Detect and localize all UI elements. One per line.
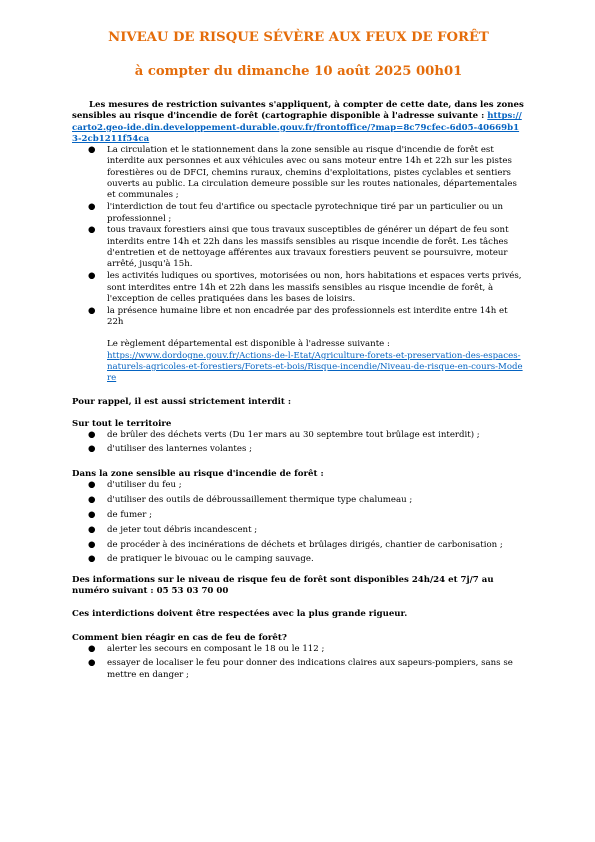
territory-heading: Sur tout le territoire bbox=[72, 418, 172, 429]
document-page bbox=[72, 30, 525, 684]
list-item: ● tous travaux forestiers ainsi que tous travaux susceptibles de générer un départ de feu sont interdits entre 14h et 22h dans les massifs sensibles au risque incendie de forêt. Les tâches d'entretien et de nettoyage afférentes aux travaux forestiers peuvent se poursuivre, moteur arrêté, jusqu'à 15h. bbox=[88, 225, 509, 270]
reminder-heading: Pour rappel, il est aussi strictement interdit : bbox=[72, 396, 292, 407]
regulation-paragraph bbox=[72, 339, 525, 384]
list-item: ● de brûler des déchets verts (Du 1er mars au 30 septembre tout brûlage est interdit) ; bbox=[88, 430, 480, 441]
territory-list bbox=[72, 430, 525, 456]
bullet-icon: ● bbox=[88, 444, 96, 455]
document-subtitle-date: à compter du dimanche 10 août 2025 00h01 bbox=[134, 64, 463, 79]
zone-heading: Dans la zone sensible au risque d'incendie de forêt : bbox=[72, 468, 324, 479]
cartography-link[interactable]: https://carto2.geo-ide.din.developpement-durable.gouv.fr/frontoffice/?map=8c79cfec-6d05-40669b13-2cb1211f54ca bbox=[72, 111, 522, 144]
list-item: ● les activités ludiques ou sportives, motorisées ou non, hors habitations et espaces verts privés, sont interdites entre 14h et 22h dans les massifs sensibles au risque incendie de forêt, à l'exception de celles pratiquées dans les bases de loisirs. bbox=[88, 271, 522, 304]
howto-heading: Comment bien réagir en cas de feu de forêt? bbox=[72, 632, 287, 643]
howto-list bbox=[72, 644, 525, 681]
measures-list bbox=[72, 145, 525, 328]
document-title: NIVEAU DE RISQUE SÉVÈRE AUX FEUX DE FORÊT bbox=[108, 30, 489, 45]
list-item: ● la présence humaine libre et non encadrée par des professionnels est interdite entre 14h et 22h bbox=[88, 305, 508, 328]
bullet-icon: ● bbox=[88, 658, 96, 669]
list-item: ● de fumer ; bbox=[88, 509, 153, 520]
bullet-icon: ● bbox=[88, 479, 96, 490]
bullet-icon: ● bbox=[88, 271, 96, 282]
regulation-text: Le règlement départemental est disponible à l'adresse suivante : bbox=[107, 339, 390, 350]
list-item: ● alerter les secours en composant le 18 ou le 112 ; bbox=[88, 643, 325, 654]
regulation-link[interactable]: https://www.dordogne.gouv.fr/Actions-de-l-Etat/Agriculture-forets-et-preservation-des-espaces-naturels-agricoles-et-forestiers/Forets-et-bois/Risque-incendie/Niveau-de-risque-en-cours-Modere bbox=[107, 350, 523, 384]
bullet-icon: ● bbox=[88, 145, 96, 156]
bullet-icon: ● bbox=[88, 509, 96, 520]
bullet-icon: ● bbox=[88, 225, 96, 236]
bullet-icon: ● bbox=[88, 202, 96, 213]
bullet-icon: ● bbox=[88, 305, 96, 316]
respect-paragraph: Ces interdictions doivent être respectées avec la plus grande rigueur. bbox=[72, 609, 408, 620]
list-item: ● de procéder à des incinérations de déchets et brûlages dirigés, chantier de carbonisation ; bbox=[88, 539, 503, 550]
zone-list bbox=[72, 480, 525, 566]
bullet-icon: ● bbox=[88, 539, 96, 550]
bullet-icon: ● bbox=[88, 430, 96, 441]
list-item: ● de jeter tout débris incandescent ; bbox=[88, 524, 258, 535]
list-item: ● l'interdiction de tout feu d'artifice ou spectacle pyrotechnique tiré par un particulier ou un professionnel ; bbox=[88, 202, 504, 224]
bullet-icon: ● bbox=[88, 494, 96, 505]
list-item: ● d'utiliser du feu ; bbox=[88, 479, 182, 490]
intro-paragraph bbox=[72, 100, 525, 145]
list-item: ● d'utiliser des outils de débroussaillement thermique type chalumeau ; bbox=[88, 494, 413, 505]
bullet-icon: ● bbox=[88, 554, 96, 565]
info-paragraph: Des informations sur le niveau de risque feu de forêt sont disponibles 24h/24 et 7j/7 au numéro suivant : 05 53 03 70 00 bbox=[72, 574, 494, 597]
intro-text: Les mesures de restriction suivantes s'appliquent, à compter de cette date, dans les zones sensibles au risque d'incendie de forêt (cartographie disponible à l'adresse suivante : bbox=[72, 100, 524, 122]
bullet-icon: ● bbox=[88, 524, 96, 535]
list-item: ● de pratiquer le bivouac ou le camping sauvage. bbox=[88, 554, 314, 565]
list-item: ● d'utiliser des lanternes volantes ; bbox=[88, 444, 252, 455]
list-item: ● essayer de localiser le feu pour donner des indications claires aux sapeurs-pompiers, sans se mettre en danger ; bbox=[88, 658, 513, 680]
bullet-icon: ● bbox=[88, 643, 96, 654]
list-item: ● La circulation et le stationnement dans la zone sensible au risque d'incendie de forêt est interdite aux personnes et aux véhicules avec ou sans moteur entre 14h et 22h sur les pistes forestières ou de DFCI, chemins ruraux, chemins d'exploitations, pistes cyclables et sentiers ouverts au public. La circulation demeure possible sur les routes nationales, départementales et communales ; bbox=[88, 145, 517, 201]
